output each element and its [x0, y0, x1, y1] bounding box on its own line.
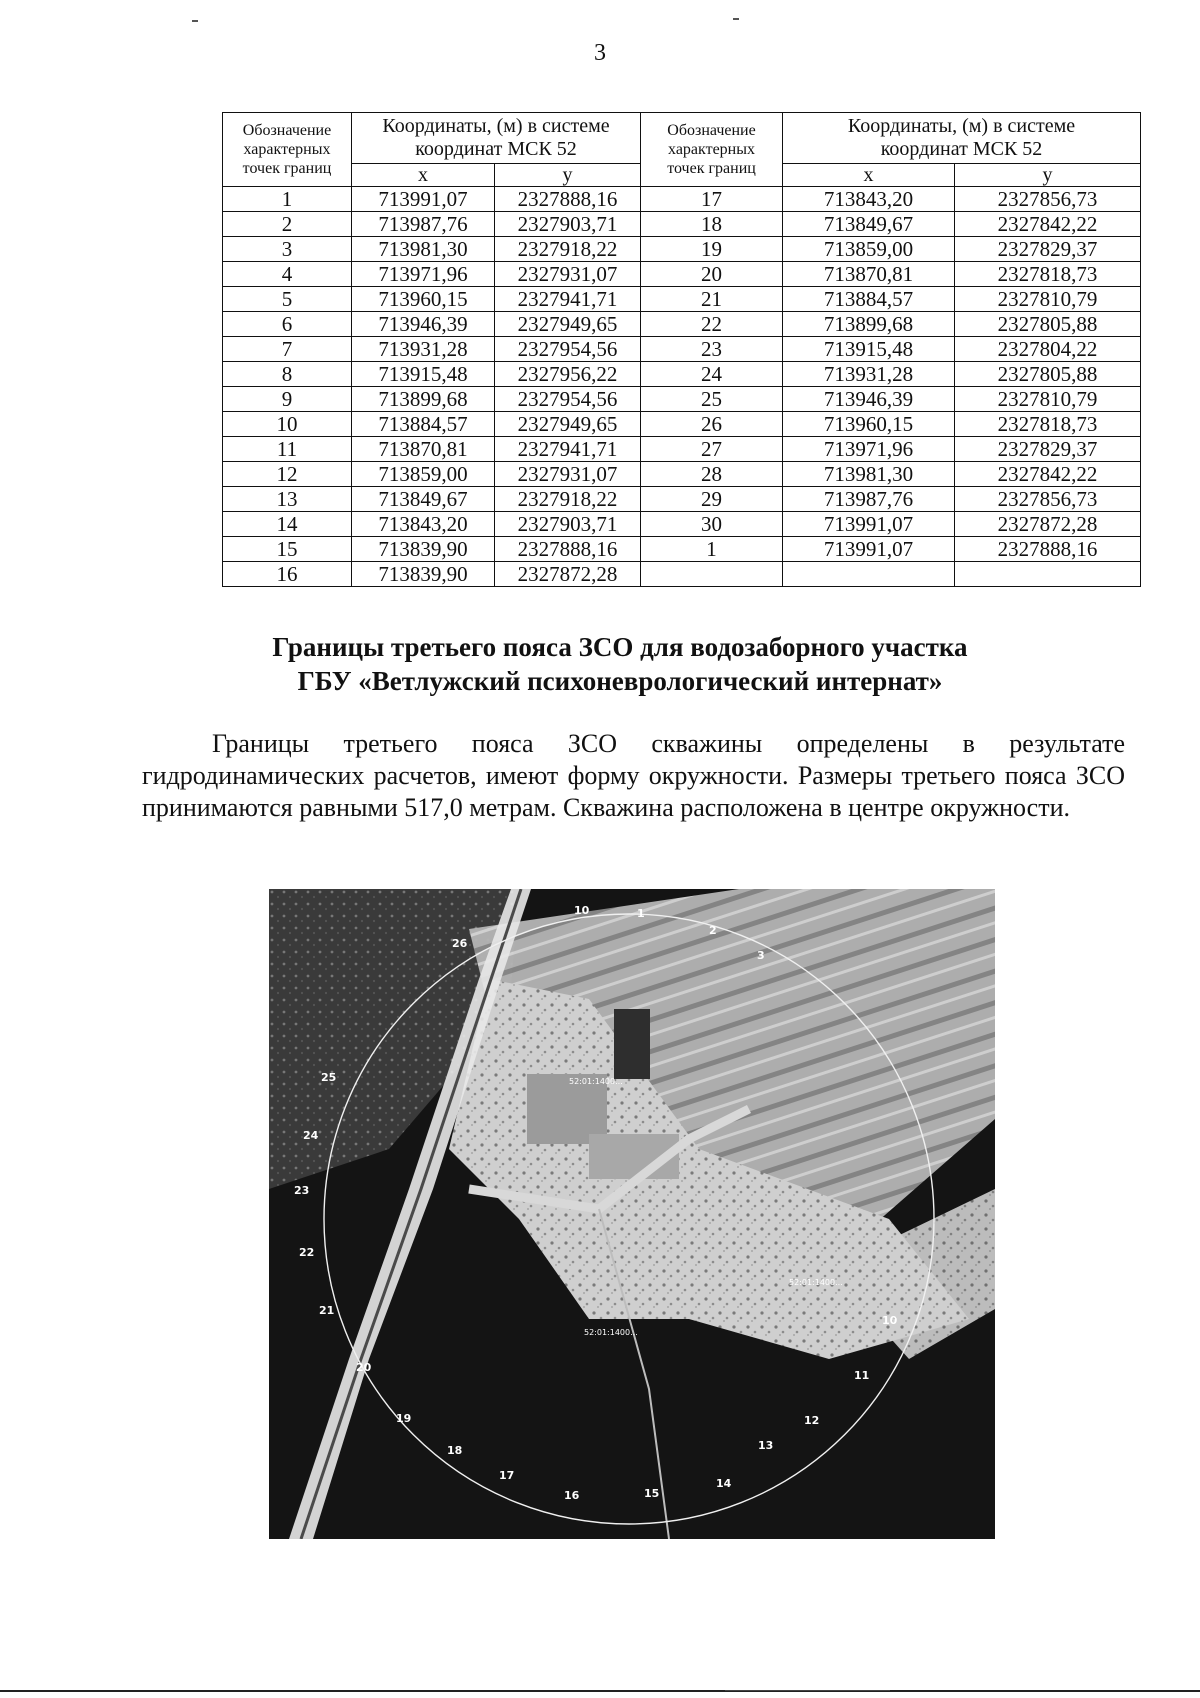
map-point-label: 2 [709, 924, 717, 937]
y-coordinate-cell [955, 562, 1141, 587]
map-parcel-label: 52:01:1400... [789, 1278, 843, 1287]
x-coordinate-cell: 713960,15 [783, 412, 955, 437]
table-row [223, 362, 1141, 387]
table-row [223, 187, 1141, 212]
x-coordinate-cell: 713991,07 [783, 512, 955, 537]
x-coordinate-cell: 713849,67 [783, 212, 955, 237]
table-row [223, 537, 1141, 562]
y-coordinate-cell: 2327804,22 [955, 337, 1141, 362]
y-coordinate-cell: 2327941,71 [495, 287, 641, 312]
y-coordinate-cell: 2327954,56 [495, 387, 641, 412]
table-row [223, 262, 1141, 287]
y-coordinate-cell: 2327842,22 [955, 212, 1141, 237]
table-row [223, 287, 1141, 312]
map-point-label: 11 [854, 1369, 870, 1382]
point-number-cell: 1 [223, 187, 352, 212]
header-line: точек границ [242, 160, 332, 177]
map-point-label: 15 [644, 1487, 660, 1500]
map-tree-line [614, 1009, 650, 1079]
header-line: точек границ [667, 160, 756, 177]
scan-speck [733, 18, 739, 20]
y-coordinate-cell: 2327941,71 [495, 437, 641, 462]
x-coordinate-cell: 713931,28 [783, 362, 955, 387]
y-coordinate-cell: 2327842,22 [955, 462, 1141, 487]
point-number-cell: 6 [223, 312, 352, 337]
map-point-label: 22 [299, 1246, 315, 1259]
satellite-map-drawing [269, 889, 995, 1539]
y-coordinate-cell: 2327918,22 [495, 487, 641, 512]
y-coordinate-cell: 2327954,56 [495, 337, 641, 362]
y-coordinate-cell: 2327856,73 [955, 187, 1141, 212]
x-coordinate-cell: 713843,20 [783, 187, 955, 212]
table-row [223, 437, 1141, 462]
x-coordinate-cell: 713859,00 [352, 462, 495, 487]
map-parcel-label: 52:01:1400... [569, 1077, 623, 1086]
point-designation-header [223, 113, 352, 187]
table-row [223, 562, 1141, 587]
table-row [223, 512, 1141, 537]
y-coordinate-cell: 2327931,07 [495, 462, 641, 487]
point-number-cell: 9 [223, 387, 352, 412]
page-bottom-rule [0, 1690, 1200, 1692]
point-number-cell: 14 [223, 512, 352, 537]
x-coordinate-cell: 713981,30 [352, 237, 495, 262]
axis-y-header: y [495, 164, 641, 187]
axis-y-header: y [955, 164, 1141, 187]
x-coordinate-cell: 713899,68 [783, 312, 955, 337]
y-coordinate-cell: 2327810,79 [955, 287, 1141, 312]
x-coordinate-cell: 713991,07 [352, 187, 495, 212]
point-number-cell: 13 [223, 487, 352, 512]
coordinate-system-header [352, 113, 641, 164]
y-coordinate-cell: 2327888,16 [495, 187, 641, 212]
header-line: координат МСК 52 [880, 138, 1043, 160]
header-line: характерных [243, 141, 331, 158]
axis-x-header: x [352, 164, 495, 187]
x-coordinate-cell: 713849,67 [352, 487, 495, 512]
x-coordinate-cell [783, 562, 955, 587]
y-coordinate-cell: 2327888,16 [955, 537, 1141, 562]
header-line: Координаты, (м) в системе [847, 115, 1076, 137]
scan-speck [192, 20, 198, 22]
point-number-cell: 16 [223, 562, 352, 587]
y-coordinate-cell: 2327872,28 [495, 562, 641, 587]
x-coordinate-cell: 713971,96 [352, 262, 495, 287]
table-header-row [223, 113, 1141, 164]
point-number-cell: 27 [641, 437, 783, 462]
heading-line-2: ГБУ «Ветлужский психоневрологический интернат» [297, 666, 943, 696]
x-coordinate-cell: 713915,48 [783, 337, 955, 362]
x-coordinate-cell: 713981,30 [783, 462, 955, 487]
map-point-label: 21 [319, 1304, 335, 1317]
x-coordinate-cell: 713991,07 [783, 537, 955, 562]
point-designation-header [641, 113, 783, 187]
map-point-label: 19 [396, 1412, 412, 1425]
map-point-label: 20 [356, 1361, 372, 1374]
x-coordinate-cell: 713915,48 [352, 362, 495, 387]
table-row [223, 212, 1141, 237]
point-number-cell: 26 [641, 412, 783, 437]
coordinates-table [222, 112, 1141, 587]
point-number-cell: 8 [223, 362, 352, 387]
y-coordinate-cell: 2327818,73 [955, 262, 1141, 287]
table-row [223, 487, 1141, 512]
point-number-cell: 3 [223, 237, 352, 262]
x-coordinate-cell: 713839,90 [352, 562, 495, 587]
y-coordinate-cell: 2327949,65 [495, 312, 641, 337]
point-number-cell: 24 [641, 362, 783, 387]
axis-x-header: x [783, 164, 955, 187]
x-coordinate-cell: 713870,81 [783, 262, 955, 287]
map-point-label: 18 [447, 1444, 463, 1457]
header-line: Обозначение [242, 122, 332, 139]
point-number-cell: 17 [641, 187, 783, 212]
header-line: Координаты, (м) в системе [382, 115, 610, 137]
x-coordinate-cell: 713946,39 [352, 312, 495, 337]
point-number-cell [641, 562, 783, 587]
heading-line-1: Границы третьего пояса ЗСО для водозаборного участка [272, 632, 968, 662]
map-point-label: 10 [882, 1314, 898, 1327]
map-point-label: 25 [321, 1071, 337, 1084]
y-coordinate-cell: 2327829,37 [955, 237, 1141, 262]
map-point-label: 1 [637, 907, 645, 920]
y-coordinate-cell: 2327918,22 [495, 237, 641, 262]
x-coordinate-cell: 713899,68 [352, 387, 495, 412]
map-point-label: 23 [294, 1184, 310, 1197]
map-point-label: 16 [564, 1489, 580, 1502]
x-coordinate-cell: 713987,76 [352, 212, 495, 237]
table-row [223, 237, 1141, 262]
y-coordinate-cell: 2327805,88 [955, 362, 1141, 387]
table-row [223, 387, 1141, 412]
y-coordinate-cell: 2327818,73 [955, 412, 1141, 437]
point-number-cell: 15 [223, 537, 352, 562]
point-number-cell: 1 [641, 537, 783, 562]
table-row [223, 337, 1141, 362]
satellite-map [269, 889, 995, 1539]
y-coordinate-cell: 2327903,71 [495, 512, 641, 537]
y-coordinate-cell: 2327856,73 [955, 487, 1141, 512]
point-number-cell: 29 [641, 487, 783, 512]
point-number-cell: 20 [641, 262, 783, 287]
x-coordinate-cell: 713843,20 [352, 512, 495, 537]
x-coordinate-cell: 713859,00 [783, 237, 955, 262]
table-row [223, 312, 1141, 337]
point-number-cell: 30 [641, 512, 783, 537]
y-coordinate-cell: 2327903,71 [495, 212, 641, 237]
point-number-cell: 21 [641, 287, 783, 312]
point-number-cell: 18 [641, 212, 783, 237]
y-coordinate-cell: 2327888,16 [495, 537, 641, 562]
map-point-label: 12 [804, 1414, 820, 1427]
x-coordinate-cell: 713946,39 [783, 387, 955, 412]
x-coordinate-cell: 713884,57 [783, 287, 955, 312]
x-coordinate-cell: 713987,76 [783, 487, 955, 512]
map-point-label: 13 [758, 1439, 774, 1452]
section-heading [30, 630, 1200, 698]
map-point-label: 3 [757, 949, 765, 962]
point-number-cell: 19 [641, 237, 783, 262]
point-number-cell: 25 [641, 387, 783, 412]
coordinates-table-body [223, 187, 1141, 587]
page-bottom-mark [725, 1690, 890, 1691]
y-coordinate-cell: 2327931,07 [495, 262, 641, 287]
x-coordinate-cell: 713870,81 [352, 437, 495, 462]
map-point-label: 14 [716, 1477, 732, 1490]
body-paragraph: Границы третьего пояса ЗСО скважины определены в результате гидродинамических расчетов, имеют форму окружности. Размеры третьего пояса ЗСО принимаются равными 517,0 метрам. Скважина расположена в центре окружности. [142, 729, 1125, 822]
y-coordinate-cell: 2327872,28 [955, 512, 1141, 537]
map-parcel-label: 52:01:1400... [584, 1328, 638, 1337]
header-line: Обозначение [667, 122, 756, 139]
point-number-cell: 5 [223, 287, 352, 312]
map-point-label: 17 [499, 1469, 515, 1482]
y-coordinate-cell: 2327949,65 [495, 412, 641, 437]
point-number-cell: 10 [223, 412, 352, 437]
y-coordinate-cell: 2327810,79 [955, 387, 1141, 412]
table-row [223, 462, 1141, 487]
point-number-cell: 7 [223, 337, 352, 362]
point-number-cell: 22 [641, 312, 783, 337]
map-point-label: 10 [574, 904, 590, 917]
x-coordinate-cell: 713839,90 [352, 537, 495, 562]
point-number-cell: 12 [223, 462, 352, 487]
point-number-cell: 28 [641, 462, 783, 487]
header-line: координат МСК 52 [415, 138, 577, 160]
x-coordinate-cell: 713960,15 [352, 287, 495, 312]
y-coordinate-cell: 2327956,22 [495, 362, 641, 387]
y-coordinate-cell: 2327805,88 [955, 312, 1141, 337]
coordinate-system-header [783, 113, 1141, 164]
x-coordinate-cell: 713884,57 [352, 412, 495, 437]
x-coordinate-cell: 713931,28 [352, 337, 495, 362]
x-coordinate-cell: 713971,96 [783, 437, 955, 462]
point-number-cell: 2 [223, 212, 352, 237]
map-point-label: 26 [452, 937, 468, 950]
header-line: характерных [668, 141, 755, 158]
point-number-cell: 4 [223, 262, 352, 287]
y-coordinate-cell: 2327829,37 [955, 437, 1141, 462]
page-number: 3 [594, 40, 606, 66]
map-point-label: 24 [303, 1129, 319, 1142]
table-row [223, 412, 1141, 437]
point-number-cell: 11 [223, 437, 352, 462]
point-number-cell: 23 [641, 337, 783, 362]
